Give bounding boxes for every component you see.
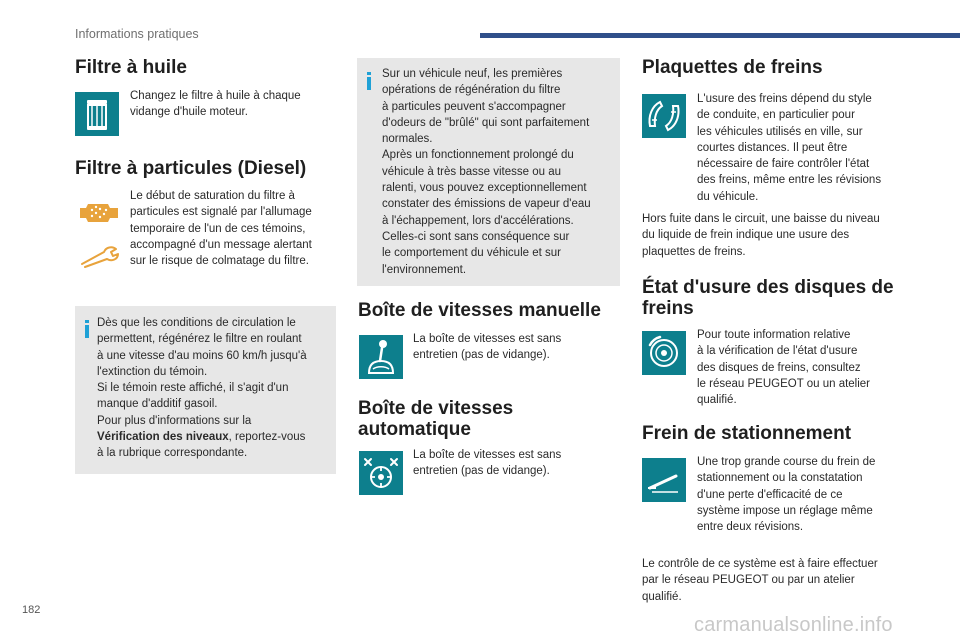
wrench-service-icon bbox=[78, 244, 120, 273]
text-line: accompagné d'un message alertant bbox=[130, 238, 312, 251]
text-line: permettent, régénérez le filtre en roulant bbox=[97, 333, 302, 346]
text-line: à la rubrique correspondante. bbox=[97, 447, 248, 460]
text-line: Une trop grande course du frein de bbox=[697, 456, 876, 468]
text-line: entretien (pas de vidange). bbox=[413, 349, 550, 362]
parking-brake-title: Frein de stationnement bbox=[642, 423, 852, 444]
reference-tail: , reportez-vous bbox=[228, 431, 306, 444]
text-line: à particules peuvent s'accompagner bbox=[382, 100, 566, 113]
manual-gearbox-title: Boîte de vitesses manuelle bbox=[358, 300, 601, 321]
text-line: du véhicule. bbox=[697, 190, 759, 203]
text-line: La boîte de vitesses est sans bbox=[413, 449, 562, 461]
oil-filter-icon bbox=[75, 92, 119, 136]
text-line: ralenti, vous pouvez exceptionnellement bbox=[382, 182, 587, 195]
note-box-regeneration bbox=[75, 306, 336, 474]
info-mark-icon bbox=[366, 72, 372, 90]
text-line: les véhicules utilisés en ville, sur bbox=[697, 125, 863, 138]
text-line: Changez le filtre à huile à chaque bbox=[130, 90, 301, 102]
text-line: entretien (pas de vidange). bbox=[413, 465, 550, 478]
running-header: Informations pratiques bbox=[75, 27, 199, 41]
watermark: carmanualsonline.info bbox=[694, 614, 893, 636]
text-line: à l'échappement, lors d'accélérations. bbox=[382, 214, 574, 227]
text-line: par le réseau PEUGEOT ou par un atelier bbox=[642, 574, 855, 587]
text-line: Pour plus d'informations sur la bbox=[97, 414, 252, 427]
text-line: des disques de freins, consultez bbox=[697, 361, 861, 374]
text-line: vidange d'huile moteur. bbox=[130, 106, 248, 119]
auto-gearbox-icon bbox=[359, 451, 403, 495]
text-line: temporaire de l'un de ces témoins, bbox=[130, 222, 306, 235]
oil-filter-title: Filtre à huile bbox=[75, 57, 187, 78]
text-line: Pour toute information relative bbox=[697, 329, 851, 341]
text-line: La boîte de vitesses est sans bbox=[413, 333, 562, 345]
auto-gearbox-title bbox=[358, 398, 513, 440]
brake-disc-icon bbox=[642, 331, 686, 375]
text-line: des freins, même entre les révisions bbox=[697, 174, 882, 187]
text-line: Si le témoin reste affiché, il s'agit d'un bbox=[97, 382, 289, 395]
text-line: Le contrôle de ce système est à faire effectuer bbox=[642, 558, 878, 570]
text-line: de conduite, en particulier pour bbox=[697, 109, 855, 122]
text-line: normales. bbox=[382, 133, 433, 146]
title-line: Boîte de vitesses bbox=[358, 398, 514, 419]
text-line: nécessaire de faire contrôler l'état bbox=[697, 158, 870, 171]
title-line: État d'usure des disques de bbox=[642, 277, 894, 298]
text-line: l'environnement. bbox=[382, 263, 467, 276]
brake-pads-icon bbox=[642, 94, 686, 138]
text-line: Sur un véhicule neuf, les premières bbox=[382, 68, 563, 80]
text-line: le comportement du véhicule et sur bbox=[382, 247, 561, 260]
particle-filter-title: Filtre à particules (Diesel) bbox=[75, 158, 307, 179]
info-mark-icon bbox=[84, 320, 90, 338]
text-line: le réseau PEUGEOT ou un atelier bbox=[697, 377, 871, 390]
text-line: manque d'additif gasoil. bbox=[97, 398, 218, 411]
text-line: l'extinction du témoin. bbox=[97, 365, 208, 378]
text-line: Celles-ci sont sans conséquence sur bbox=[382, 230, 570, 243]
text-line: sur le risque de colmatage du filtre. bbox=[130, 255, 309, 268]
text-line: Après un fonctionnement prolongé du bbox=[382, 149, 574, 162]
title-line: freins bbox=[642, 298, 694, 319]
brake-pads-title: Plaquettes de freins bbox=[642, 57, 823, 78]
text-line: courtes distances. Il peut être bbox=[697, 141, 848, 154]
particle-filter-warning-icon bbox=[78, 200, 120, 231]
text-line: Hors fuite dans le circuit, une baisse du niveau bbox=[642, 213, 880, 225]
parking-brake-icon bbox=[642, 458, 686, 502]
text-line: système impose un réglage même bbox=[697, 504, 873, 517]
note-box-new-vehicle bbox=[357, 58, 620, 286]
text-line: L'usure des freins dépend du style bbox=[697, 93, 872, 105]
manual-gearbox-icon bbox=[359, 335, 403, 379]
text-line: entre deux révisions. bbox=[697, 521, 804, 534]
text-line: à la vérification de l'état d'usure bbox=[697, 345, 858, 358]
brake-discs-title bbox=[642, 277, 894, 319]
text-line: du liquide de frein indique une usure des bbox=[642, 229, 850, 242]
text-line bbox=[97, 429, 326, 445]
text-line: d'odeurs de "brûlé" qui sont parfaitement bbox=[382, 116, 590, 129]
text-line: plaquettes de freins. bbox=[642, 245, 746, 258]
text-line: stationnement ou la constatation bbox=[697, 472, 863, 485]
title-line: automatique bbox=[358, 419, 471, 440]
header-bar bbox=[480, 33, 960, 38]
bold-reference: Vérification des niveaux bbox=[97, 431, 229, 444]
text-line: d'une perte d'efficacité de ce bbox=[697, 488, 843, 501]
text-line: à une vitesse d'au moins 60 km/h jusqu'à bbox=[97, 349, 307, 362]
text-line: constater des émissions de vapeur d'eau bbox=[382, 198, 591, 211]
text-line: qualifié. bbox=[642, 590, 682, 603]
text-line: Le début de saturation du filtre à bbox=[130, 190, 295, 202]
text-line: opérations de régénération du filtre bbox=[382, 84, 561, 97]
text-line: véhicule à très basse vitesse ou au bbox=[382, 165, 561, 178]
text-line: qualifié. bbox=[697, 394, 737, 407]
page-number: 182 bbox=[22, 604, 41, 616]
text-line: particules est signalé par l'allumage bbox=[130, 206, 312, 219]
text-line: Dès que les conditions de circulation le bbox=[97, 317, 296, 329]
